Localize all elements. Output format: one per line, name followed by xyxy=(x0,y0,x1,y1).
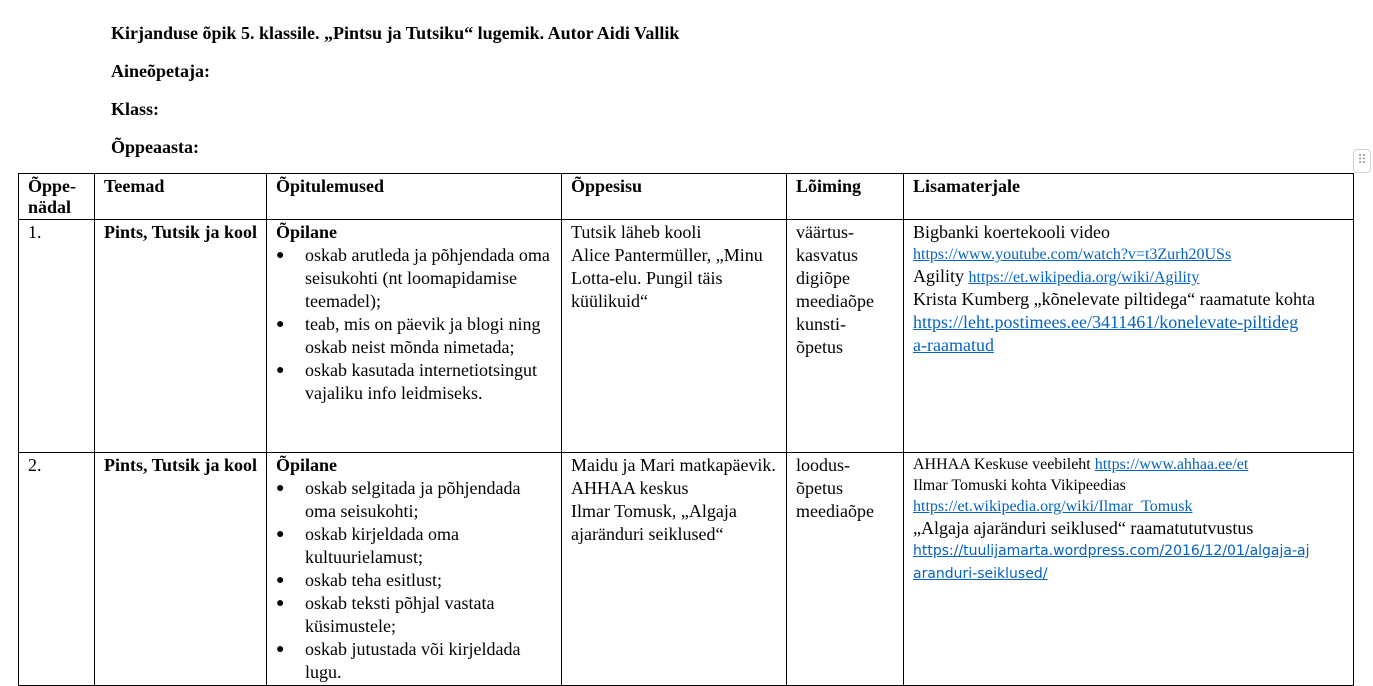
integration-cell xyxy=(787,220,904,453)
material-link[interactable]: https://www.ahhaa.ee/et xyxy=(1094,456,1249,473)
list-item: ● oskab jutustada või kirjeldada lugu. xyxy=(276,638,553,684)
integration-line: digiõpe xyxy=(796,268,850,288)
list-item: ● oskab kirjeldada oma kultuurielamust; xyxy=(276,523,553,569)
material-text: Bigbanki koertekooli video xyxy=(913,222,1110,242)
table-header-row xyxy=(19,174,1354,220)
integration-line: meediaõpe xyxy=(796,291,874,311)
outcomes-cell xyxy=(267,453,562,686)
material-text: „Algaja ajaränduri seiklused“ raamatututvustus xyxy=(913,518,1254,538)
integration-line: väärtus- xyxy=(796,222,854,242)
material-link[interactable]: https://www.youtube.com/watch?v=t3Zurh20USs xyxy=(913,246,1232,263)
material-text: Krista Kumberg „kõnelevate piltidega“ raamatute kohta xyxy=(913,289,1316,309)
week-cell: 1. xyxy=(19,220,95,453)
list-item: ● oskab arutleda ja põhjendada oma seisukohti (nt loomapidamise teemadel); xyxy=(276,244,553,313)
curriculum-table xyxy=(18,173,1354,686)
outcomes-cell xyxy=(267,220,562,453)
student-label: Õpilane xyxy=(276,222,338,242)
topic-cell: Pints, Tutsik ja kool xyxy=(95,220,267,453)
list-item: ● oskab teksti põhjal vastata küsimustele; xyxy=(276,592,553,638)
student-label: Õpilane xyxy=(276,455,338,475)
header-materials: Lisamaterjale xyxy=(904,174,1354,220)
material-text: AHHAA Keskuse veebileht xyxy=(913,456,1091,473)
header-content: Õppesisu xyxy=(562,174,787,220)
header-integration: Lõiming xyxy=(787,174,904,220)
document-header xyxy=(111,21,679,173)
materials-cell xyxy=(904,453,1354,686)
materials-cell xyxy=(904,220,1354,453)
list-item: ● oskab kasutada internetiotsingut vajaliku info leidmiseks. xyxy=(276,359,553,405)
outcomes-list xyxy=(276,477,553,684)
material-link[interactable]: https://et.wikipedia.org/wiki/Ilmar_Tomusk xyxy=(913,498,1193,515)
material-link[interactable]: https://et.wikipedia.org/wiki/Agility xyxy=(968,269,1200,286)
integration-line: loodus- xyxy=(796,455,850,475)
integration-line: õpetus xyxy=(796,478,843,498)
document-title: Kirjanduse õpik 5. klassile. „Pintsu ja Tutsiku“ lugemik. Autor Aidi Vallik xyxy=(111,23,680,43)
teacher-label: Aineõpetaja: xyxy=(111,61,210,81)
list-item: ● teab, mis on päevik ja blogi ning oskab neist mõnda nimetada; xyxy=(276,313,553,359)
content-line: Maidu ja Mari matkapäevik. AHHAA keskus xyxy=(571,455,776,498)
integration-line: kunsti- xyxy=(796,314,847,334)
content-cell xyxy=(562,453,787,686)
material-link[interactable]: a-raamatud xyxy=(913,335,994,355)
integration-cell xyxy=(787,453,904,686)
integration-line: kasvatus xyxy=(796,245,858,265)
material-link[interactable]: https://leht.postimees.ee/3411461/konelevate-piltideg xyxy=(913,312,1299,332)
material-link[interactable]: aranduri-seiklused/ xyxy=(913,566,1048,582)
content-line: Alice Pantermüller, „Minu Lotta-elu. Pungil täis küülikuid“ xyxy=(571,245,763,311)
week-cell: 2. xyxy=(19,453,95,686)
integration-line: õpetus xyxy=(796,337,843,357)
content-cell xyxy=(562,220,787,453)
material-link[interactable]: https://tuulijamarta.wordpress.com/2016/12/01/algaja-aj xyxy=(913,543,1310,559)
material-text: Agility xyxy=(913,266,965,286)
table-move-handle-icon[interactable]: ⠿ xyxy=(1353,149,1371,173)
content-line: Ilmar Tomusk, „Algaja ajaränduri seiklused“ xyxy=(571,501,737,544)
list-item: ● oskab teha esitlust; xyxy=(276,569,553,592)
material-text: Ilmar Tomuski kohta Vikipeedias xyxy=(913,477,1126,494)
integration-line: meediaõpe xyxy=(796,501,874,521)
header-topics: Teemad xyxy=(95,174,267,220)
content-line: Tutsik läheb kooli xyxy=(571,222,702,242)
header-outcomes: Õpitulemused xyxy=(267,174,562,220)
list-item: ● oskab selgitada ja põhjendada oma seisukohti; xyxy=(276,477,553,523)
table-row xyxy=(19,220,1354,453)
table-row xyxy=(19,453,1354,686)
class-label: Klass: xyxy=(111,99,160,119)
header-week: Õppe-nädal xyxy=(19,174,95,220)
outcomes-list xyxy=(276,244,553,405)
school-year-label: Õppeaasta: xyxy=(111,137,200,157)
topic-cell: Pints, Tutsik ja kool xyxy=(95,453,267,686)
